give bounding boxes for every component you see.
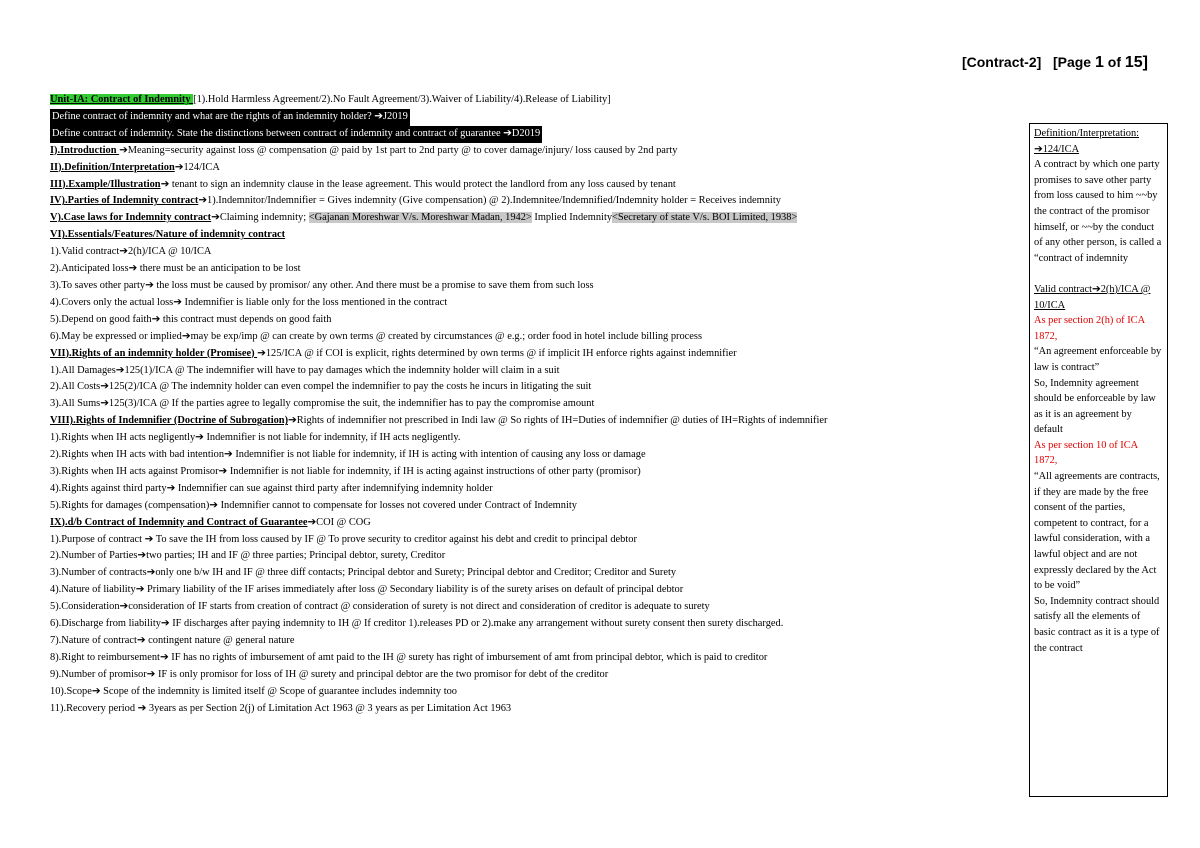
page-number: 1 — [1094, 54, 1104, 71]
list-item: 1).Valid contract➔2(h)/ICA @ 10/ICA — [50, 246, 212, 258]
introduction — [50, 143, 1025, 160]
sidebar-section-2h-note: So, Indemnity agreement should be enforceable by law as it is an agreement by default — [1034, 377, 1156, 436]
rights-indemnifier-list — [50, 430, 1025, 515]
unit-items: [1).Hold Harmless Agreement/2).No Fault Agreement/3).Waiver of Liability/4).Release of Liability] — [193, 94, 611, 105]
list-item: 6).Discharge from liability➔ IF discharges after paying indemnity to IH @ If creditor 1).releases PD or 2).make any arrangement without surety consent then surety discharged. — [50, 618, 784, 630]
list-item: 2).Number of Parties➔two parties; IH and IF @ three parties; Principal debtor, surety, Creditor — [50, 550, 446, 562]
sidebar-definition-title: Definition/Interpretation: — [1034, 128, 1140, 139]
list-item: 2).All Costs➔125(2)/ICA @ The indemnity holder can even compel the indemnifier to pay the costs he incurs in litigating the suit — [50, 381, 592, 393]
rights-indemnifier-text: ➔Rights of indemnifier not prescribed in Indi law @ So rights of IH=Duties of indemnifier @ duties of IH=Rights of indemnifier — [288, 415, 828, 427]
definition-heading: II).Definition/Interpretation — [50, 161, 175, 173]
difference-text: ➔COI @ COG — [307, 516, 371, 528]
case-laws — [50, 210, 1025, 227]
difference — [50, 515, 1025, 532]
essentials-list — [50, 244, 1025, 345]
example-heading: III).Example/Illustration — [50, 178, 161, 190]
parties-text: ➔1).Indemnitor/Indemnifier = Gives indemnity (Give compensation) @ 2).Indemnitee/Indemnified/Indemnity holder = Receives indemnity — [198, 195, 781, 207]
introduction-text: ➔Meaning=security against loss @ compensation @ paid by 1st part to 2nd party @ to cover damage/injury/ loss caused by 2nd party — [119, 144, 678, 156]
case-laws-heading: V).Case laws for Indemnity contract — [50, 212, 212, 224]
unit-title: Unit-IA: Contract of Indemnity — [50, 94, 194, 105]
rights-indemnifier-heading: VIII).Rights of Indemnifier (Doctrine of Subrogation) — [50, 415, 289, 427]
example — [50, 177, 1025, 194]
sidebar-notes — [1029, 123, 1168, 797]
sidebar-section-10: As per section 10 of ICA 1872, — [1034, 439, 1138, 467]
list-item: 9).Number of promisor➔ IF is only promisor for loss of IH @ surety and principal debtor are the two promisor for debt of the creditor — [50, 668, 609, 680]
doc-label: [Contract-2] — [961, 54, 1042, 70]
difference-list — [50, 532, 1025, 718]
list-item: 8).Right to reimbursement➔ IF has no rights of imbursement of amt paid to the IH @ surety has right of imbursement of amt from principal debtor, which is paid to creditor — [50, 651, 768, 663]
definition-text: ➔124/ICA — [174, 161, 220, 173]
parties-heading: IV).Parties of Indemnity contract — [50, 195, 199, 207]
sidebar-definition-text: A contract by which one party promises to save other party from loss caused to him ~~by the contract of the promisor himself, or ~~by the conduct of any other person, is called a “contract of indemnity — [1034, 159, 1162, 264]
list-item: 3).Number of contracts➔only one b/w IH and IF @ three diff contacts; Principal debtor and Surety; Principal debtor and Creditor; Creditor and Surety — [50, 567, 677, 579]
difference-heading: IX).d/b Contract of Indemnity and Contract of Guarantee — [50, 516, 308, 528]
essentials-heading: VI).Essentials/Features/Nature of indemnity contract — [50, 229, 286, 241]
list-item: 11).Recovery period ➔ 3years as per Section 2(j) of Limitation Act 1963 @ 3 years as per Limitation Act 1963 — [50, 702, 512, 714]
list-item: 3).To saves other party➔ the loss must be caused by promisor/ any other. And there must be a promise to save them from such loss — [50, 279, 594, 291]
question-d2019: Define contract of indemnity. State the distinctions between contract of indemnity and contract of guarantee ➔D2019 — [50, 126, 542, 143]
list-item: 3).Rights when IH acts against Promisor➔ Indemnifier is not liable for indemnity, if IH is acting against instructions of other party (promisor) — [50, 465, 641, 477]
introduction-heading: I).Introduction — [50, 144, 120, 156]
case-secretary: <Secretary of state V/s. BOI Limited, 1938> — [612, 212, 798, 224]
list-item: 10).Scope➔ Scope of the indemnity is limited itself @ Scope of guarantee includes indemnity too — [50, 685, 457, 697]
list-item: 5).Depend on good faith➔ this contract must depends on good faith — [50, 313, 332, 325]
list-item: 1).Rights when IH acts negligently➔ Indemnifier is not liable for indemnity, if IH acts negligently. — [50, 432, 461, 444]
list-item: 6).May be expressed or implied➔may be exp/imp @ can create by own terms @ created by circumstances @ e.g.; order food in hotel include billing process — [50, 330, 702, 342]
sidebar-valid-contract-title: Valid contract➔2(h)/ICA @ 10/ICA — [1034, 283, 1151, 311]
rights-holder — [50, 346, 1025, 363]
page-total: 15] — [1124, 54, 1148, 71]
list-item: 4).Rights against third party➔ Indemnifier can sue against third party after indemnifying indemnity holder — [50, 482, 493, 494]
sidebar-section-10-quote: “All agreements are contracts, if they are made by the free consent of the parties, competent to contract, for a lawful consideration, with a lawful object and are not expressly declared by the Act to be void” — [1034, 471, 1160, 592]
rights-indemnifier — [50, 413, 1025, 430]
definition — [50, 160, 1025, 177]
sidebar-definition-ref: ➔124/ICA — [1034, 143, 1080, 155]
case-gajanan: <Gajanan Moreshwar V/s. Moreshwar Madan, 1942> — [308, 212, 532, 224]
rights-holder-list — [50, 363, 1025, 414]
list-item: 5).Consideration➔consideration of IF starts from creation of contract @ consideration of surety is not direct and consideration of creditor is adequate to surety — [50, 601, 710, 613]
rights-holder-heading: VII).Rights of an indemnity holder (Promisee) — [50, 347, 258, 359]
list-item: 2).Anticipated loss➔ there must be an anticipation to be lost — [50, 263, 301, 275]
case-implied-text: Implied Indemnity — [531, 212, 613, 224]
question-j2019: Define contract of indemnity and what are the rights of an indemnity holder? ➔J2019 — [50, 109, 410, 126]
sidebar-section-10-note: So, Indemnity contract should satisfy all the elements of basic contract as it is a type of the contract — [1034, 595, 1160, 654]
list-item: 1).All Damages➔125(1)/ICA @ The indemnifier will have to pay damages which the indemnity holder will claim in a suit — [50, 364, 560, 376]
list-item: 4).Covers only the actual loss➔ Indemnifier is liable only for the loss mentioned in the contract — [50, 296, 448, 308]
list-item: 3).All Sums➔125(3)/ICA @ If the parties agree to legally compromise the suit, the indemnifier has to pay the compromise amount — [50, 398, 595, 410]
parties — [50, 193, 1025, 210]
rights-holder-text: ➔125/ICA @ if COI is explicit, rights determined by own terms @ if implicit IH enforce rights against indemnifier — [257, 347, 737, 359]
page-prefix: [Page — [1052, 54, 1092, 70]
list-item: 7).Nature of contract➔ contingent nature @ general nature — [50, 635, 295, 646]
list-item: 4).Nature of liability➔ Primary liability of the IF arises immediately after loss @ Secondary liability is of the surety arises on default of principal debtor — [50, 584, 684, 596]
page-of: of — [1107, 54, 1121, 70]
main-notes — [50, 92, 1025, 718]
sidebar-section-2h-quote: “An agreement enforceable by law is contract” — [1034, 346, 1162, 373]
case-laws-text: ➔Claiming indemnity; — [211, 212, 309, 224]
sidebar-section-2h: As per section 2(h) of ICA 1872, — [1034, 315, 1145, 342]
example-text: ➔ tenant to sign an indemnity clause in the lease agreement. This would protect the landlord from any loss caused by tenant — [160, 178, 676, 190]
list-item: 5).Rights for damages (compensation)➔ Indemnifier cannot to compensate for losses not covered under Contract of Indemnity — [50, 499, 577, 511]
page-header — [962, 54, 1148, 72]
list-item: 2).Rights when IH acts with bad intention➔ Indemnifier is not liable for indemnity, if IH is acting with intention of causing any loss or damage — [50, 449, 646, 461]
list-item: 1).Purpose of contract ➔ To save the IH from loss caused by IF @ To prove security to creditor against his debt and credit to principal debtor — [50, 533, 637, 545]
unit-heading — [50, 92, 1025, 109]
